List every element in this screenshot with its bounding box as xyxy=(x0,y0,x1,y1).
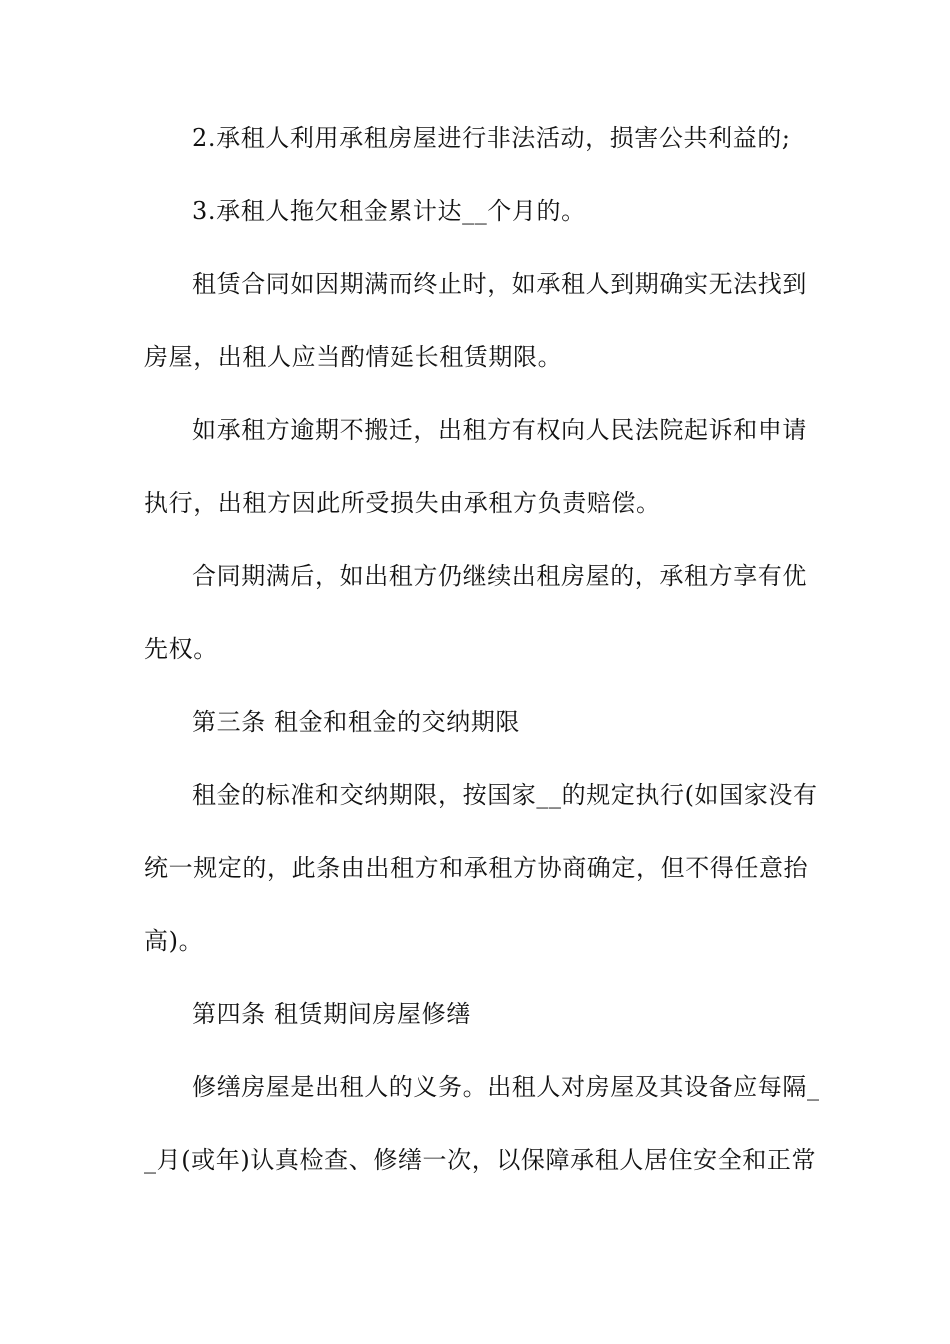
text-line: 如承租方逾期不搬迁，出租方有权向人民法院起诉和申请 xyxy=(192,416,807,444)
text-line: 先权。 xyxy=(144,635,218,663)
text-line: 2.承租人利用承租房屋进行非法活动，损害公共利益的; xyxy=(192,124,791,152)
text-line: _月(或年)认真检查、修缮一次，以保障承租人居住安全和正常 xyxy=(144,1146,817,1174)
section-heading: 第三条 租金和租金的交纳期限 xyxy=(192,708,521,736)
document-body xyxy=(144,124,820,1221)
text-line: 租金的标准和交纳期限，按国家__的规定执行(如国家没有 xyxy=(192,781,818,809)
text-line: 执行，出租方因此所受损失由承租方负责赔偿。 xyxy=(144,489,661,517)
text-line: 高)。 xyxy=(144,927,204,955)
text-line: 修缮房屋是出租人的义务。出租人对房屋及其设备应每隔_ xyxy=(192,1073,820,1101)
text-line: 3.承租人拖欠租金累计达__个月的。 xyxy=(192,197,586,225)
text-line: 合同期满后，如出租方仍继续出租房屋的，承租方享有优 xyxy=(192,562,807,590)
text-line: 房屋，出租人应当酌情延长租赁期限。 xyxy=(144,343,563,371)
text-line: 租赁合同如因期满而终止时，如承租人到期确实无法找到 xyxy=(192,270,807,298)
section-heading: 第四条 租赁期间房屋修缮 xyxy=(192,1000,471,1028)
text-line: 统一规定的，此条由出租方和承租方协商确定，但不得任意抬 xyxy=(144,854,809,882)
